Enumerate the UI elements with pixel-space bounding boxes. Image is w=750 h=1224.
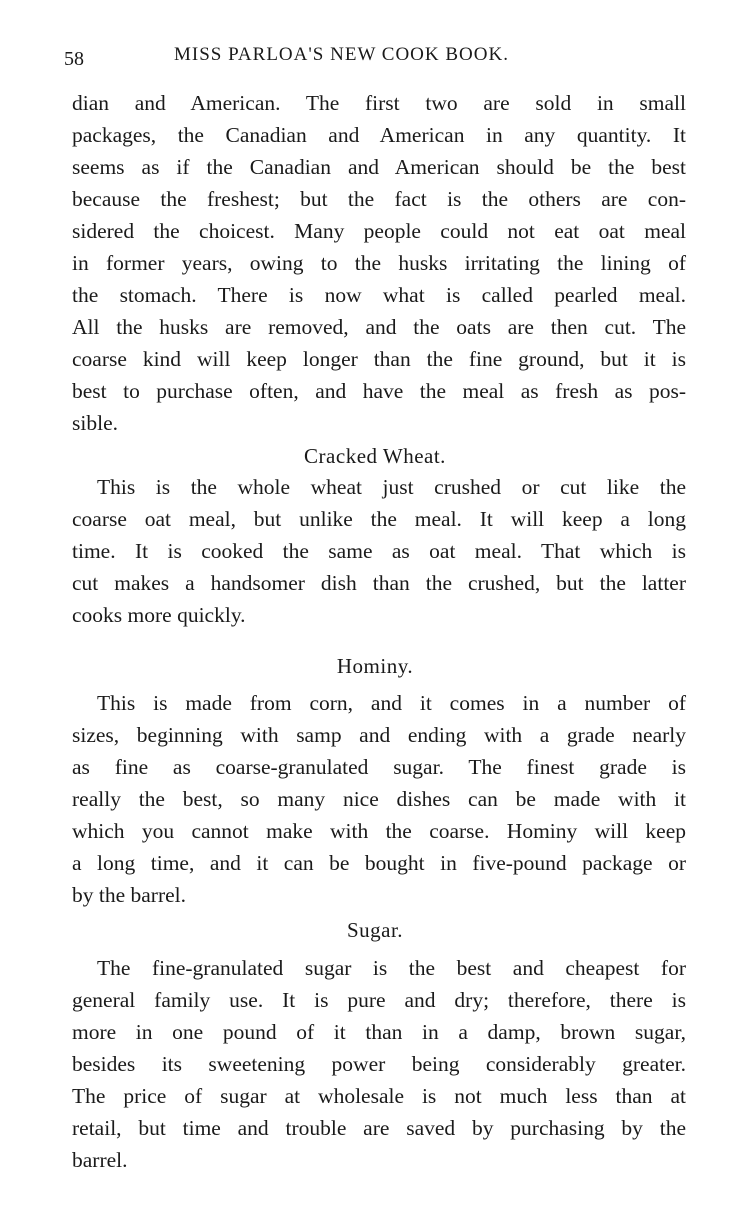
text-line: by the barrel. (72, 883, 187, 907)
page-number: 58 (64, 48, 84, 70)
text-line: sizes, beginning with samp and ending with a grade nearly (72, 723, 686, 747)
text-line: retail, but time and trouble are saved by purchasing by the (72, 1116, 686, 1140)
text-line: time. It is cooked the same as oat meal. That which is (72, 539, 686, 563)
text-line: best to purchase often, and have the meal as fresh as pos- (72, 379, 686, 403)
text-line: coarse oat meal, but unlike the meal. It will keep a long (72, 507, 686, 531)
text-line: The fine-granulated sugar is the best and cheapest for (97, 956, 686, 980)
section-heading: Sugar. (346, 918, 404, 942)
text-line: dian and American. The first two are sold in small (72, 91, 686, 115)
text-line: seems as if the Canadian and American should be the best (72, 155, 686, 179)
text-line: coarse kind will keep longer than the fine ground, but it is (72, 347, 686, 371)
text-line: This is made from corn, and it comes in a number of (97, 691, 686, 715)
running-title: MISS PARLOA'S NEW COOK BOOK. (174, 44, 509, 65)
text-line: because the freshest; but the fact is the others are con- (72, 187, 686, 211)
text-line: The price of sugar at wholesale is not much less than at (72, 1084, 686, 1108)
text-line: besides its sweetening power being considerably greater. (72, 1052, 686, 1076)
text-line: general family use. It is pure and dry; therefore, there is (72, 988, 686, 1012)
section-heading: Hominy. (336, 654, 414, 678)
text-line: the stomach. There is now what is called pearled meal. (72, 283, 686, 307)
text-line: which you cannot make with the coarse. Hominy will keep (72, 819, 686, 843)
section-heading: Cracked Wheat. (304, 444, 446, 468)
text-line: All the husks are removed, and the oats are then cut. The (72, 315, 686, 339)
text-line: cut makes a handsomer dish than the crushed, but the latter (72, 571, 686, 595)
text-line: sible. (72, 411, 118, 435)
text-line: in former years, owing to the husks irritating the lining of (72, 251, 686, 275)
text-line: cooks more quickly. (72, 603, 246, 627)
text-line: This is the whole wheat just crushed or cut like the (97, 475, 686, 499)
text-line: more in one pound of it than in a damp, brown sugar, (72, 1020, 686, 1044)
text-line: really the best, so many nice dishes can be made with it (72, 787, 686, 811)
text-line: barrel. (72, 1148, 128, 1172)
text-line: as fine as coarse-granulated sugar. The finest grade is (72, 755, 686, 779)
text-line: a long time, and it can be bought in five-pound package or (72, 851, 686, 875)
text-line: sidered the choicest. Many people could not eat oat meal (72, 219, 686, 243)
text-line: packages, the Canadian and American in any quantity. It (72, 123, 686, 147)
